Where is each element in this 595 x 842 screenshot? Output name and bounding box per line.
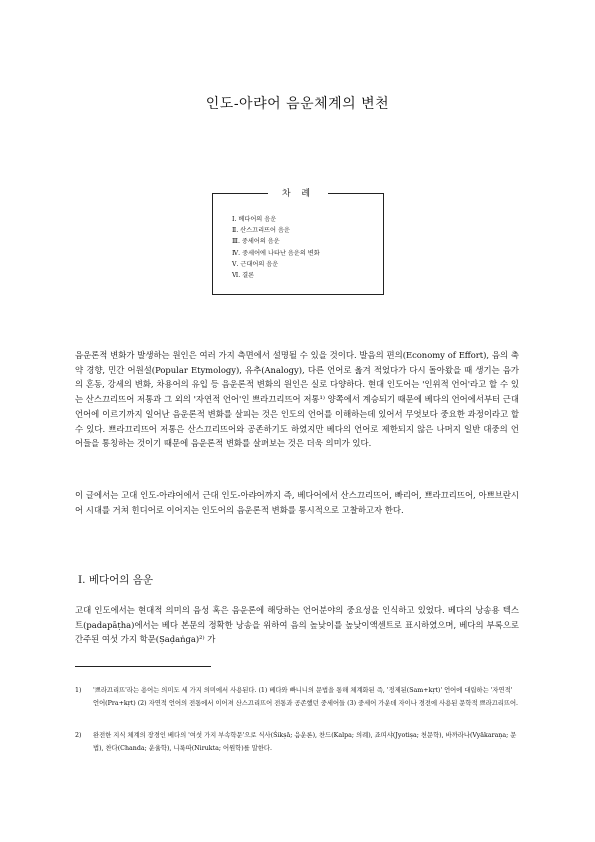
toc-item: Ⅳ. 중세어에 나타난 음운의 변화 — [232, 249, 320, 257]
footnote-number: 2) — [75, 732, 82, 739]
footnote — [75, 685, 519, 710]
footnote-divider — [75, 666, 211, 667]
footnote-text: '쁘라끄리뜨'라는 용어는 의미도 세 가지 의미에서 사용된다. (1) 베다와 빠니니의 문법을 통해 체계화된 즉, '정제된(Sam+kṛt)' 언어에 대립하는 '자연적' 언어(Pra+kṛt) (2) 자연적 언어의 전통에서 이어져 산스끄리뜨어 전통과 공존했던 중세어들 (3) 중세어 가운데 자이나 경전에 사용된 문학적 쁘라끄리뜨어. — [93, 687, 519, 707]
purpose-paragraph: 이 글에서는 고대 인도-아랴어에서 근대 인도-아랴어까지 즉, 베다어에서 산스끄리뜨어, 빠리어, 쁘라끄리뜨어, 아쁘브란시어 시대를 거쳐 힌디어로 이어지는 인도어의 음운론적 변화를 통시적으로 고찰하고자 한다. — [75, 490, 519, 515]
footnote — [75, 730, 519, 755]
toc-item: Ⅰ. 베다어의 음운 — [232, 216, 277, 223]
toc-item: Ⅵ. 결론 — [232, 272, 255, 280]
footnote-number: 1) — [75, 687, 82, 694]
toc-item: Ⅲ. 중세어의 음운 — [232, 238, 280, 246]
document-title: 인도-아랴어 음운체계의 변천 — [205, 96, 390, 112]
section-paragraph: 고대 인도에서는 현대적 의미의 음성 혹은 음운론에 해당하는 언어분야의 중요성을 인식하고 있었다. 베다의 낭송용 텍스트(padapāṭha)에서는 베다 본문의 정확한 낭송을 위하여 음의 높낮이를 높낮이액센트로 표시하였으며, 베다의 부록으로 간주된 여섯 가지 학문(Ṣaḍaṅga)²⁾ 가 — [75, 605, 519, 645]
intro-paragraph: 음운론적 변화가 발생하는 원인은 여러 가지 측면에서 설명될 수 있을 것이다. 발음의 편의(Economy of Effort), 음의 축약 경향, 민간 어원설(Popular Etymology), 유추(Analogy), 다른 언어로 옮겨 적었다가 다시 돌아왔을 때 생기는 음가의 혼동, 강세의 변화, 차용어의 유입 등 음운론적 변화의 원인은 실로 다양하다. 현대 인도어는 '인위적 언어'라고 할 수 있는 산스끄리뜨어 저통과 그 외의 '자연적 언어'인 쁘라끄리뜨어 저통¹⁾ 양쪽에서 계승되기 때문에 베다의 언어에서부터 근대 언어에 이르기까지 일어난 음운론적 변화를 살피는 것은 인도의 언어를 이해하는데 있어서 무엇보다 중요한 과정이라고 할 수 있다. 쁘라끄리뜨어 저통은 산스끄리뜨어와 공존하기도 하였지만 베다의 언어로 제한되지 않은 나머지 일반 대중의 언어들을 통칭하는 것이기 때문에 음운론적 변화를 살펴보는 것은 더욱 의미가 있다. — [75, 350, 519, 449]
toc-heading: 차 례 — [268, 186, 328, 199]
footnote-text: 완전한 지식 체계의 장경인 베다의 '여섯 가지 부속학문'으로 식사(Śikṣā; 음운론), 찬드(Kalpa; 의례), 죠띠샤(Jyotiṣa; 천문학), 바까라나(Vyākaraṇa; 문법), 찬다(Chanda; 운율학), 니룩따(Nirukta; 어원학)를 말한다. — [93, 732, 517, 752]
section-heading: Ⅰ. 베다어의 음운 — [78, 574, 154, 586]
toc-list — [232, 214, 320, 281]
toc-item: Ⅴ. 근대어의 음운 — [232, 260, 279, 268]
toc-item: Ⅱ. 산스끄리뜨어 음운 — [232, 227, 290, 235]
